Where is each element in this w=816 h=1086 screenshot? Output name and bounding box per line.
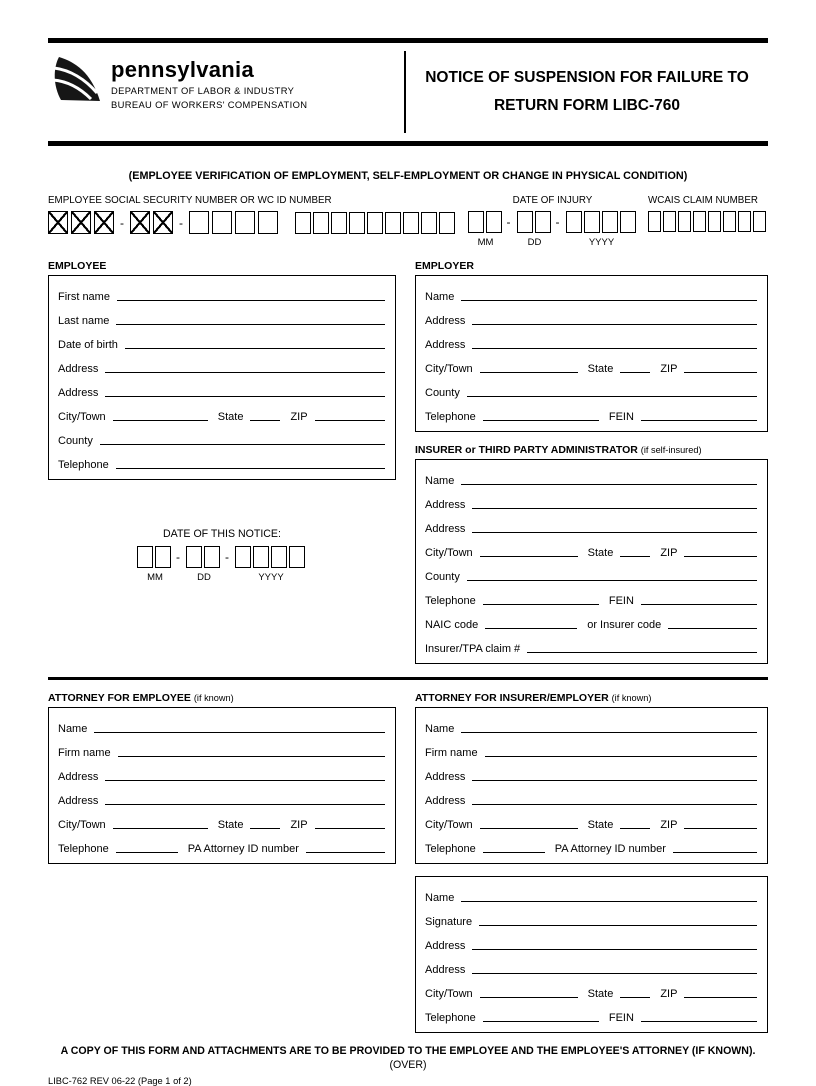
naic-code-label: NAIC code [425,619,479,631]
wcid-digit-box[interactable] [331,212,347,234]
date-of-injury-label: DATE OF INJURY [512,195,593,206]
notice-year-box[interactable] [253,546,269,568]
field-row [425,1001,757,1025]
ssn-wcid-label: EMPLOYEE SOCIAL SECURITY NUMBER OR WC ID NUMBER [48,195,332,206]
logo-text-block [111,56,307,110]
injury-day-box[interactable] [517,211,533,233]
injury-year-box[interactable] [584,211,600,233]
notice-year-box[interactable] [289,546,305,568]
zip-label: ZIP [290,819,308,831]
employee-county-line[interactable] [100,444,385,445]
wcais-digit-box[interactable] [693,211,706,232]
field-row [58,736,385,760]
wcid-digit-box[interactable] [385,212,401,234]
field-row [58,280,385,304]
field-row [58,448,385,472]
last-name-label: Last name [58,315,110,327]
bureau-name: BUREAU OF WORKERS' COMPENSATION [111,99,308,110]
name-label: Name [425,723,455,735]
address-label: Address [425,339,466,351]
yyyy-label: YYYY [258,572,284,583]
firm-name-label: Firm name [58,747,111,759]
name-label: Name [58,723,88,735]
signer-signature-line[interactable] [479,925,757,926]
county-label: County [58,435,93,447]
city-town-label: City/Town [425,547,473,559]
ssn-digit-box-masked [48,211,68,234]
firm-name-label: Firm name [425,747,478,759]
date-dash: - [225,550,229,564]
attorney-employee-id-line[interactable] [306,852,385,853]
wcais-digit-box[interactable] [753,211,766,232]
signature-label: Signature [425,916,473,928]
signer-telephone-line[interactable] [483,1021,599,1022]
field-row [58,376,385,400]
attorney-employee-state-line[interactable] [250,828,280,829]
address-label: Address [58,795,99,807]
if-known-note: (if known) [611,693,652,703]
telephone-label: Telephone [58,459,109,471]
attorney-employee-title [48,692,396,704]
field-row [425,488,757,512]
keystone-logo-icon [52,56,102,102]
attorney-insurer-name-line[interactable] [461,732,757,733]
notice-day-box[interactable] [186,546,202,568]
pa-logo-block [48,51,404,133]
date-of-notice-block [48,528,396,583]
date-of-notice-label: DATE OF THIS NOTICE: [163,528,281,540]
notice-month-box[interactable] [137,546,153,568]
employee-city-line[interactable] [113,420,208,421]
insurer-title-text: INSURER or THIRD PARTY ADMINISTRATOR [415,444,638,456]
employer-insurer-column [415,260,768,664]
attorney-insurer-firm-line[interactable] [485,756,757,757]
attorney-employee-city-line[interactable] [113,828,208,829]
employer-box [415,275,768,432]
insurer-city-line[interactable] [480,556,578,557]
county-label: County [425,387,460,399]
attorney-employee-firm-line[interactable] [118,756,385,757]
county-label: County [425,571,460,583]
signer-zip-line[interactable] [684,997,757,998]
attorney-employee-name-line[interactable] [94,732,385,733]
fein-label: FEIN [608,411,634,423]
zip-label: ZIP [660,988,678,1000]
attorney-insurer-box [415,707,768,864]
ssn-wcid-group [48,195,457,234]
insurer-name-line[interactable] [461,484,757,485]
attorney-insurer-column [415,692,768,864]
date-of-notice-caps [137,572,307,583]
dd-label: DD [527,237,542,248]
state-label: State [587,988,614,1000]
identifier-row [48,195,768,248]
attorney-employee-zip-line[interactable] [315,828,385,829]
over-note: (OVER) [389,1059,427,1071]
field-row [425,784,757,808]
date-of-injury-group [468,195,638,248]
first-name-label: First name [58,291,110,303]
employer-fein-line[interactable] [641,420,757,421]
ssn-digit-box-masked [130,211,150,234]
department-name: DEPARTMENT OF LABOR & INDUSTRY [111,84,295,96]
form-header [48,43,768,141]
state-label: State [217,819,244,831]
wcais-digit-box[interactable] [738,211,751,232]
employer-address-2-line[interactable] [472,348,757,349]
telephone-label: Telephone [425,595,476,607]
wcais-digit-box[interactable] [723,211,736,232]
employer-city-line[interactable] [480,372,578,373]
dd-label: DD [197,572,211,583]
field-row [58,352,385,376]
field-row [425,977,757,1001]
ssn-digit-box-masked [71,211,91,234]
signer-fein-line[interactable] [641,1021,757,1022]
field-row [425,376,757,400]
field-row [425,352,757,376]
address-label: Address [58,771,99,783]
insurer-county-line[interactable] [467,580,757,581]
field-row [58,832,385,856]
injury-year-box[interactable] [602,211,618,233]
yyyy-label: YYYY [588,237,615,248]
address-label: Address [425,771,466,783]
address-label: Address [425,795,466,807]
field-row [425,536,757,560]
if-known-note: (if known) [193,693,234,703]
wcais-label: WCAIS CLAIM NUMBER [648,195,758,206]
injury-year-box[interactable] [566,211,582,233]
injury-day-box[interactable] [535,211,551,233]
wcid-digit-box[interactable] [367,212,383,234]
employee-address-2-line[interactable] [105,396,385,397]
date-dash: - [506,215,511,229]
employee-column [48,260,396,664]
notice-day-box[interactable] [204,546,220,568]
copy-notice: A COPY OF THIS FORM AND ATTACHMENTS ARE TO BE PROVIDED TO THE EMPLOYEE AND THE EMPLOYEE'S ATTORNEY (IF KNOWN). [60,1045,756,1057]
insurer-fein-line[interactable] [641,604,757,605]
address-label: Address [425,523,466,535]
form-id: LIBC-762 REV 06-22 (Page 1 of 2) [48,1076,192,1086]
state-label: State [587,547,614,559]
signer-city-line[interactable] [480,997,578,998]
ssn-wcid-boxes [48,211,457,234]
ssn-dash: - [179,215,183,230]
field-row [425,512,757,536]
attorney-employee-title-text: ATTORNEY FOR EMPLOYEE [48,692,191,704]
field-row [425,712,757,736]
ssn-digit-box[interactable] [189,211,209,234]
field-row [425,953,757,977]
name-label: Name [425,892,455,904]
field-row [58,808,385,832]
date-dash: - [555,215,560,229]
insurer-state-line[interactable] [620,556,650,557]
state-label: State [217,411,244,423]
attorney-employee-box [48,707,396,864]
attorney-insurer-telephone-line[interactable] [483,852,545,853]
notice-year-box[interactable] [271,546,287,568]
field-row [425,760,757,784]
ssn-digit-box-masked [94,211,114,234]
wcid-digit-box[interactable] [295,212,311,234]
city-town-label: City/Town [58,819,106,831]
injury-month-box[interactable] [486,211,502,233]
insurer-section-title [415,444,768,456]
wcais-digit-box[interactable] [678,211,691,232]
field-row [425,584,757,608]
field-row [425,736,757,760]
field-row [425,832,757,856]
name-label: Name [425,291,455,303]
ssn-digit-box[interactable] [258,211,278,234]
attorney-employee-column [48,692,396,864]
address-label: Address [58,363,99,375]
wcais-digit-box[interactable] [648,211,661,232]
employer-telephone-line[interactable] [483,420,599,421]
field-row [425,464,757,488]
attorney-insurer-address-1-line[interactable] [472,780,757,781]
signer-name-line[interactable] [461,901,757,902]
attorney-insurer-id-line[interactable] [673,852,757,853]
attorney-insurer-address-2-line[interactable] [472,804,757,805]
field-row [425,304,757,328]
pa-attorney-id-label: PA Attorney ID number [554,843,666,855]
section-divider [48,677,768,680]
wcid-digit-box[interactable] [421,212,437,234]
wcais-boxes [648,211,768,232]
wcid-digit-box[interactable] [313,212,329,234]
date-of-injury-caps [468,237,638,248]
field-row [425,400,757,424]
employee-address-1-line[interactable] [105,372,385,373]
field-row [58,424,385,448]
telephone-label: Telephone [425,1012,476,1024]
insurer-address-1-line[interactable] [472,508,757,509]
insurer-zip-line[interactable] [684,556,757,557]
signer-state-line[interactable] [620,997,650,998]
injury-month-box[interactable] [468,211,484,233]
attorney-insurer-city-line[interactable] [480,828,578,829]
city-town-label: City/Town [425,988,473,1000]
field-row [425,881,757,905]
form-title-line2: RETURN FORM LIBC-760 [493,97,680,114]
wcid-digit-box[interactable] [349,212,365,234]
zip-label: ZIP [660,363,678,375]
ssn-digit-box-masked [153,211,173,234]
fein-label: FEIN [608,1012,634,1024]
insurer-title-note: (if self-insured) [640,445,702,455]
form-subtitle: (EMPLOYEE VERIFICATION OF EMPLOYMENT, SELF-EMPLOYMENT OR CHANGE IN PHYSICAL CONDITION) [128,170,688,182]
attorney-employee-telephone-line[interactable] [116,852,178,853]
field-row [58,760,385,784]
field-row [58,400,385,424]
signature-column [415,876,768,1033]
address-label: Address [425,940,466,952]
mm-label: MM [147,572,163,583]
ssn-digit-box[interactable] [212,211,232,234]
employee-zip-line[interactable] [315,420,385,421]
fein-label: FEIN [608,595,634,607]
left-spacer [48,876,396,1033]
attorney-columns [48,692,768,864]
wcais-digit-box[interactable] [663,211,676,232]
field-row [425,632,757,656]
ssn-dash: - [120,215,124,230]
city-town-label: City/Town [58,411,106,423]
employer-address-1-line[interactable] [472,324,757,325]
wcid-digit-box[interactable] [439,212,455,234]
zip-label: ZIP [290,411,308,423]
party-columns [48,260,768,664]
field-row [425,560,757,584]
attorney-insurer-title [415,692,768,704]
attorney-insurer-state-line[interactable] [620,828,650,829]
zip-label: ZIP [660,547,678,559]
pa-attorney-id-label: PA Attorney ID number [187,843,299,855]
brand-name: pennsylvania [111,57,254,82]
employer-zip-line[interactable] [684,372,757,373]
employer-state-line[interactable] [620,372,650,373]
address-label: Address [425,964,466,976]
notice-year-box[interactable] [235,546,251,568]
attorney-employee-address-1-line[interactable] [105,780,385,781]
insurer-tpa-claim-label: Insurer/TPA claim # [425,643,521,655]
field-row [58,712,385,736]
or-insurer-code-label: or Insurer code [587,619,662,631]
employee-telephone-line[interactable] [116,468,385,469]
signature-box [415,876,768,1033]
field-row [425,929,757,953]
attorney-insurer-zip-line[interactable] [684,828,757,829]
telephone-label: Telephone [425,843,476,855]
field-row [425,328,757,352]
employee-last-name-line[interactable] [116,324,385,325]
employer-name-line[interactable] [461,300,757,301]
wcais-digit-box[interactable] [708,211,721,232]
field-row [425,280,757,304]
state-label: State [587,819,614,831]
address-label: Address [58,387,99,399]
employee-box [48,275,396,480]
state-label: State [587,363,614,375]
field-row [58,328,385,352]
field-row [58,304,385,328]
header-bottom-bar [48,141,768,146]
insurer-telephone-line[interactable] [483,604,599,605]
insurer-naic-line[interactable] [485,628,577,629]
employee-state-line[interactable] [250,420,280,421]
field-row [425,608,757,632]
address-label: Address [425,499,466,511]
telephone-label: Telephone [425,411,476,423]
field-row [425,905,757,929]
form-title-line1: NOTICE OF SUSPENSION FOR FAILURE TO [425,69,749,87]
form-title [404,51,768,133]
field-row [58,784,385,808]
attorney-employee-address-2-line[interactable] [105,804,385,805]
insurer-code-line[interactable] [668,628,757,629]
date-dash: - [176,550,180,564]
notice-month-box[interactable] [155,546,171,568]
telephone-label: Telephone [58,843,109,855]
injury-year-box[interactable] [620,211,636,233]
name-label: Name [425,475,455,487]
employer-county-line[interactable] [467,396,757,397]
zip-label: ZIP [660,819,678,831]
insurer-box [415,459,768,664]
insurer-address-2-line[interactable] [472,532,757,533]
wcais-group [648,195,768,232]
field-row [425,808,757,832]
date-of-birth-label: Date of birth [58,339,118,351]
insurer-tpa-claim-line[interactable] [527,652,757,653]
address-label: Address [425,315,466,327]
signature-row [48,876,768,1033]
employee-date-of-birth-line[interactable] [125,348,385,349]
ssn-digit-box[interactable] [235,211,255,234]
city-town-label: City/Town [425,819,473,831]
date-of-notice-boxes [137,546,307,568]
signer-address-2-line[interactable] [472,973,757,974]
employee-first-name-line[interactable] [117,300,385,301]
wcid-digit-box[interactable] [403,212,419,234]
mm-label: MM [477,237,494,248]
city-town-label: City/Town [425,363,473,375]
date-of-injury-boxes [468,211,638,233]
attorney-insurer-title-text: ATTORNEY FOR INSURER/EMPLOYER [415,692,609,704]
employer-section-title: EMPLOYER [415,260,474,272]
signer-address-1-line[interactable] [472,949,757,950]
employee-section-title: EMPLOYEE [48,260,107,272]
